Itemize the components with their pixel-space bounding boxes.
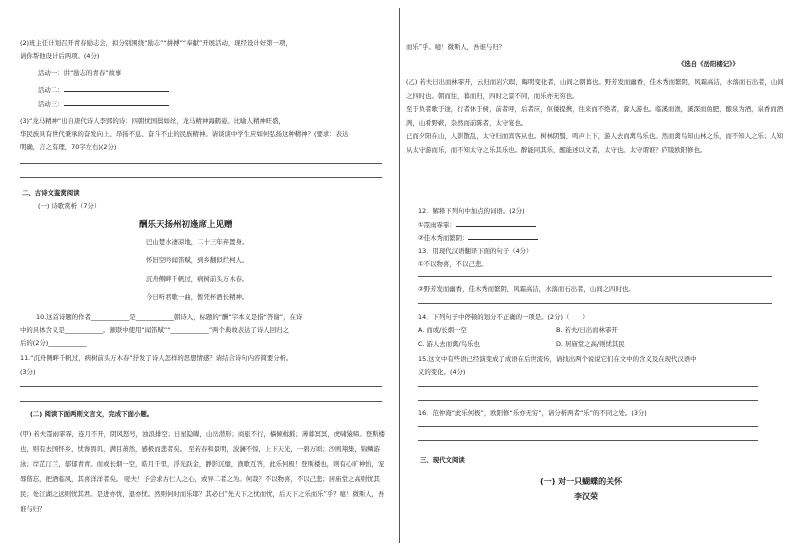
q15-line2: 义的变化。(4分) [418, 368, 466, 376]
answer-line [20, 177, 382, 178]
answer-line [418, 400, 758, 401]
answer-line [418, 426, 758, 427]
q3-prompt-line2: 请你帮他设计后两项。(4分) [20, 52, 100, 60]
q13-prompt: 13．用现代汉语翻译下面的句子（4分） [418, 247, 533, 255]
q12-item-a: ①霪雨霏霏： [418, 220, 536, 229]
answer-line [418, 440, 758, 441]
q4-prompt-line2: 华民族具有世代秉承的奋发向上、昂扬不息、奋斗不止的民族精神。请谈谈中学生应如何弘扬这种精神？(要求：表达 [20, 130, 349, 138]
q10-line2: 中的具体含义是____________。颔联中使用“闻笛赋”“____________”两个典故表达了诗人回归之 [20, 326, 289, 334]
answer-line [20, 386, 382, 387]
q13-item-b: ②野芳发而幽香，佳木秀而繁阴，风霜高洁，水落而石出者，山间之四时也。 [418, 285, 635, 293]
q3-prompt-line1: (2)班主任计划召开青春励志会，拟分别围绕“励志”“拼搏”“奉献”开展活动，现经设计好第一项， [20, 39, 292, 47]
answer-line [418, 276, 772, 277]
q10-line1: 10.这首诗题的作者____________是____________朝诗人，标题的“酬”字本义是指“答谢”，在诗 [36, 313, 303, 321]
poem-line: 沉舟侧畔千帆过，病树前头万木春。 [146, 275, 249, 283]
source-citation: 《选自《岳阳楼记》》 [678, 60, 739, 68]
q11-line2: (3分) [20, 368, 36, 376]
article-author: 李汉荣 [574, 492, 598, 501]
classical-paragraph: (乙) 若夫日出而林霏开，云归而岩穴暝，晦明变化者，山间之朝暮也。野芳发而幽香，佳木秀而繁阴，风霜高洁，水落而石出者，山间之四时也。朝而往，暮而归，四时之景不同，而乐亦无穷也。 [406, 78, 784, 100]
poem-subsection-heading: (一) 诗歌赏析（7分） [38, 202, 101, 210]
q14-prompt: 14．下列句子中停顿的划分不正确的一项是。(2分)（ ） [418, 313, 589, 321]
q14-option-b: B. 若夫/日出而林霏开 [556, 326, 618, 334]
activity-one: 活动一：讲“励志的青春”故事 [38, 69, 122, 77]
classical-paragraph: 已而夕阳在山，人影散乱，太守归而宾客从也。树林阴翳，鸣声上下，游人去而禽鸟乐也。然而禽鸟知山林之乐，而不知人之乐；人知从太守游而乐，而不知太守之乐其乐也。醉能同其乐，醒能述以文者，太守也。太守谓谁？庐陵欧阳修也。 [406, 132, 784, 154]
classical-text-yi [406, 76, 784, 201]
q10-line3: 后的(2分)____________ [20, 339, 87, 347]
classical-paragraph: (甲) 若夫霪雨霏霏，连月不开，阴风怒号，浊浪排空；日星隐曜，山岳潜形；商旅不行，樯倾楫摧；薄暮冥冥，虎啸猿啼。登斯楼也，则有去国怀乡，忧谗畏讥，满目萧然，感极而悲者矣。 [20, 430, 385, 453]
q15-line1: 15.这文中有些语已经演变成了成语在后世流传，请找出两个说说它们在文中的含义及在现代汉语中 [418, 355, 697, 363]
classical-subsection-heading: (二) 阅读下面两则文言文，完成下面小题。 [30, 410, 154, 418]
section-heading-modern: 三、现代文阅读 [420, 456, 465, 464]
classical-paragraph: 至若春和景明，波澜不惊，上下天光，一碧万顷；沙鸥翔集，锦鳞游泳；岸芷汀兰，郁郁青青。而或长烟一空，皓月千里，浮光跃金，静影沉璧，渔歌互答，此乐何极！登斯楼也，则有心旷神怡，宠辱偕忘，把酒临风，其喜洋洋者矣。 [20, 445, 385, 483]
answer-line [20, 163, 382, 164]
q4-prompt-line3: 明确，言之有理，70字左右)(2分) [20, 143, 117, 151]
q14-option-c: C. 游人去而禽/鸟乐也 [418, 340, 480, 348]
classical-paragraph: 嗟夫！予尝求古仁人之心，或异二者之为。何哉？不以物喜，不以己悲；居庙堂之高则忧其民；处江湖之远则忧其君。是进亦忧，退亦忧。然则何时而乐耶？其必曰“先天下之忧而忧，后天下之乐而乐”乎？噫！微斯人，吾谁与归？ [20, 475, 385, 513]
poem-line: 巴山楚水凄凉地，二十三年弃置身。 [146, 238, 249, 246]
q14-option-d: D. 居庙堂之高/则忧其民 [556, 340, 625, 348]
classical-paragraph: 至于负者歌于途，行者休于树，前者呼，后者应，伛偻提携，往来而不绝者，滁人游也。临溪而渔，溪深而鱼肥，酿泉为酒，泉香而酒洌，山肴野蔌，杂然而前陈者，太守宴也。 [406, 105, 784, 127]
right-column [402, 0, 794, 549]
poem-line: 怀旧空吟闻笛赋，到乡翻似烂柯人。 [146, 256, 249, 264]
section-heading-classical: 二、古诗文鉴赏阅读 [22, 189, 80, 197]
activity-two: 活动二： [38, 85, 169, 94]
q4-prompt-line1: (3)“龙马精神”出自唐代诗人李郢的诗：四朝忧国鬓如丝，龙马精神海鹤姿。比喻人精神旺盛， [20, 117, 285, 125]
poem-line: 今日听君歌一曲，暂凭杯酒长精神。 [146, 293, 249, 301]
q13-item-a: ①不以物喜，不以己悲。 [418, 260, 488, 268]
article-title: (一) 对一只蝴蝶的关怀 [540, 477, 623, 486]
classical-text-jia [20, 427, 388, 519]
q12-prompt: 12．解释下列句中加点的词语。(2分) [418, 207, 525, 215]
q16-prompt: 16．范仲淹“此乐何极”，欧阳修“乐亦无穷”，请分析两者“乐”的不同之处。(3分) [418, 409, 647, 417]
activity-three: 活动三： [38, 99, 169, 108]
answer-line [418, 386, 758, 387]
poem-title: 酬乐天扬州初逢席上见赠 [139, 220, 233, 230]
answer-line [20, 401, 382, 402]
q12-item-b: ②佳木秀而繁阴： [418, 233, 538, 242]
continued-text: 而乐”乎。噫！微斯人，吾谁与归？ [406, 43, 506, 51]
answer-line [418, 303, 772, 304]
q11-line1: 11.“沉舟侧畔千帆过，病树前头万木春”抒发了诗人怎样的思想情感？请结合诗句内容简要分析。 [20, 354, 293, 362]
q14-option-a: A. 而或/长烟一空 [418, 326, 467, 334]
